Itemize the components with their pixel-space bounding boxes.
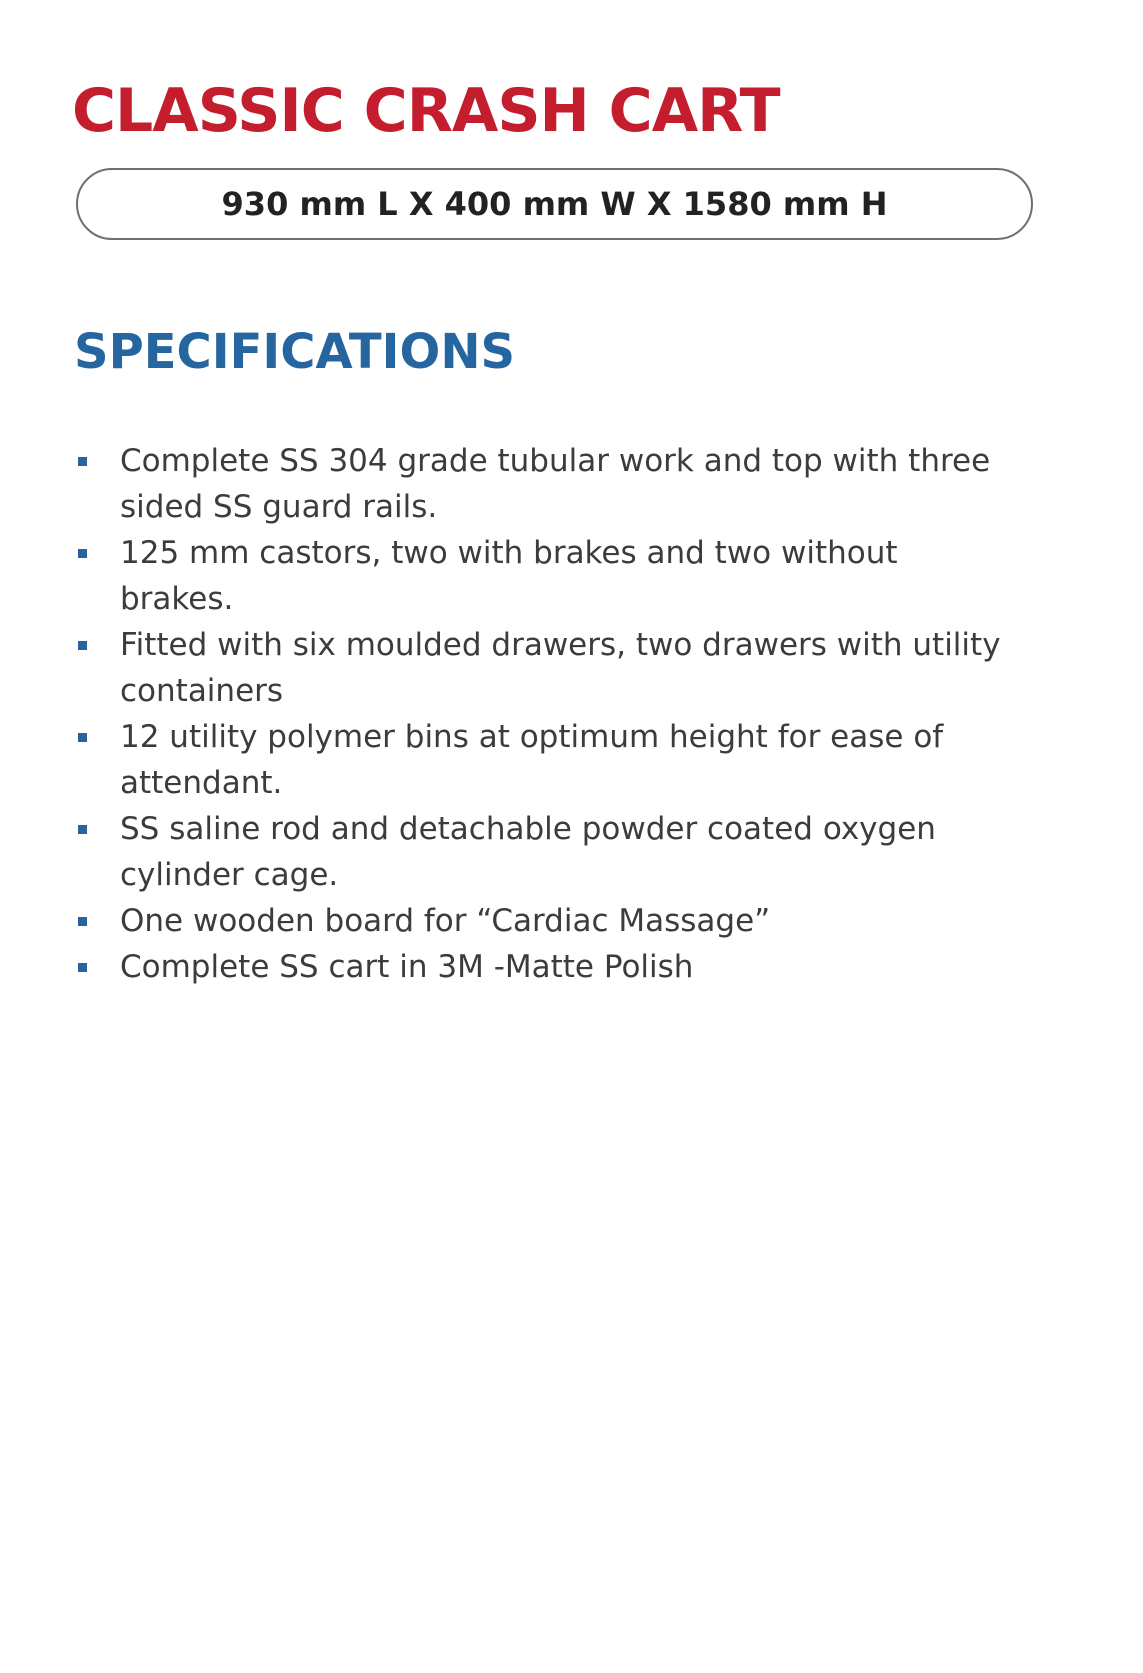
square-bullet-icon	[78, 457, 87, 466]
square-bullet-icon	[78, 963, 87, 972]
square-bullet-icon	[78, 917, 87, 926]
list-item	[76, 714, 1016, 806]
list-item	[76, 622, 1016, 714]
square-bullet-icon	[78, 549, 87, 558]
dimensions-badge	[76, 168, 1033, 240]
list-item	[76, 806, 1016, 898]
square-bullet-icon	[78, 733, 87, 742]
list-item	[76, 530, 1016, 622]
list-item-text: One wooden board for “Cardiac Massage”	[120, 903, 771, 939]
page-title: CLASSIC CRASH CART	[72, 76, 780, 146]
list-item-text: 12 utility polymer bins at optimum height for ease of attendant.	[120, 719, 944, 801]
list-item-text: Fitted with six moulded drawers, two drawers with utility containers	[120, 627, 1001, 709]
list-item-text: 125 mm castors, two with brakes and two without brakes.	[120, 535, 898, 617]
list-item	[76, 898, 1016, 944]
list-item-text: SS saline rod and detachable powder coated oxygen cylinder cage.	[120, 811, 936, 893]
specifications-list	[76, 438, 1016, 990]
specifications-heading: SPECIFICATIONS	[74, 324, 516, 380]
list-item	[76, 438, 1016, 530]
square-bullet-icon	[78, 825, 87, 834]
dimensions-text: 930 mm L X 400 mm W X 1580 mm H	[221, 185, 888, 223]
list-item-text: Complete SS cart in 3M -Matte Polish	[120, 949, 694, 985]
list-item	[76, 944, 1016, 990]
square-bullet-icon	[78, 641, 87, 650]
list-item-text: Complete SS 304 grade tubular work and top with three sided SS guard rails.	[120, 443, 991, 525]
